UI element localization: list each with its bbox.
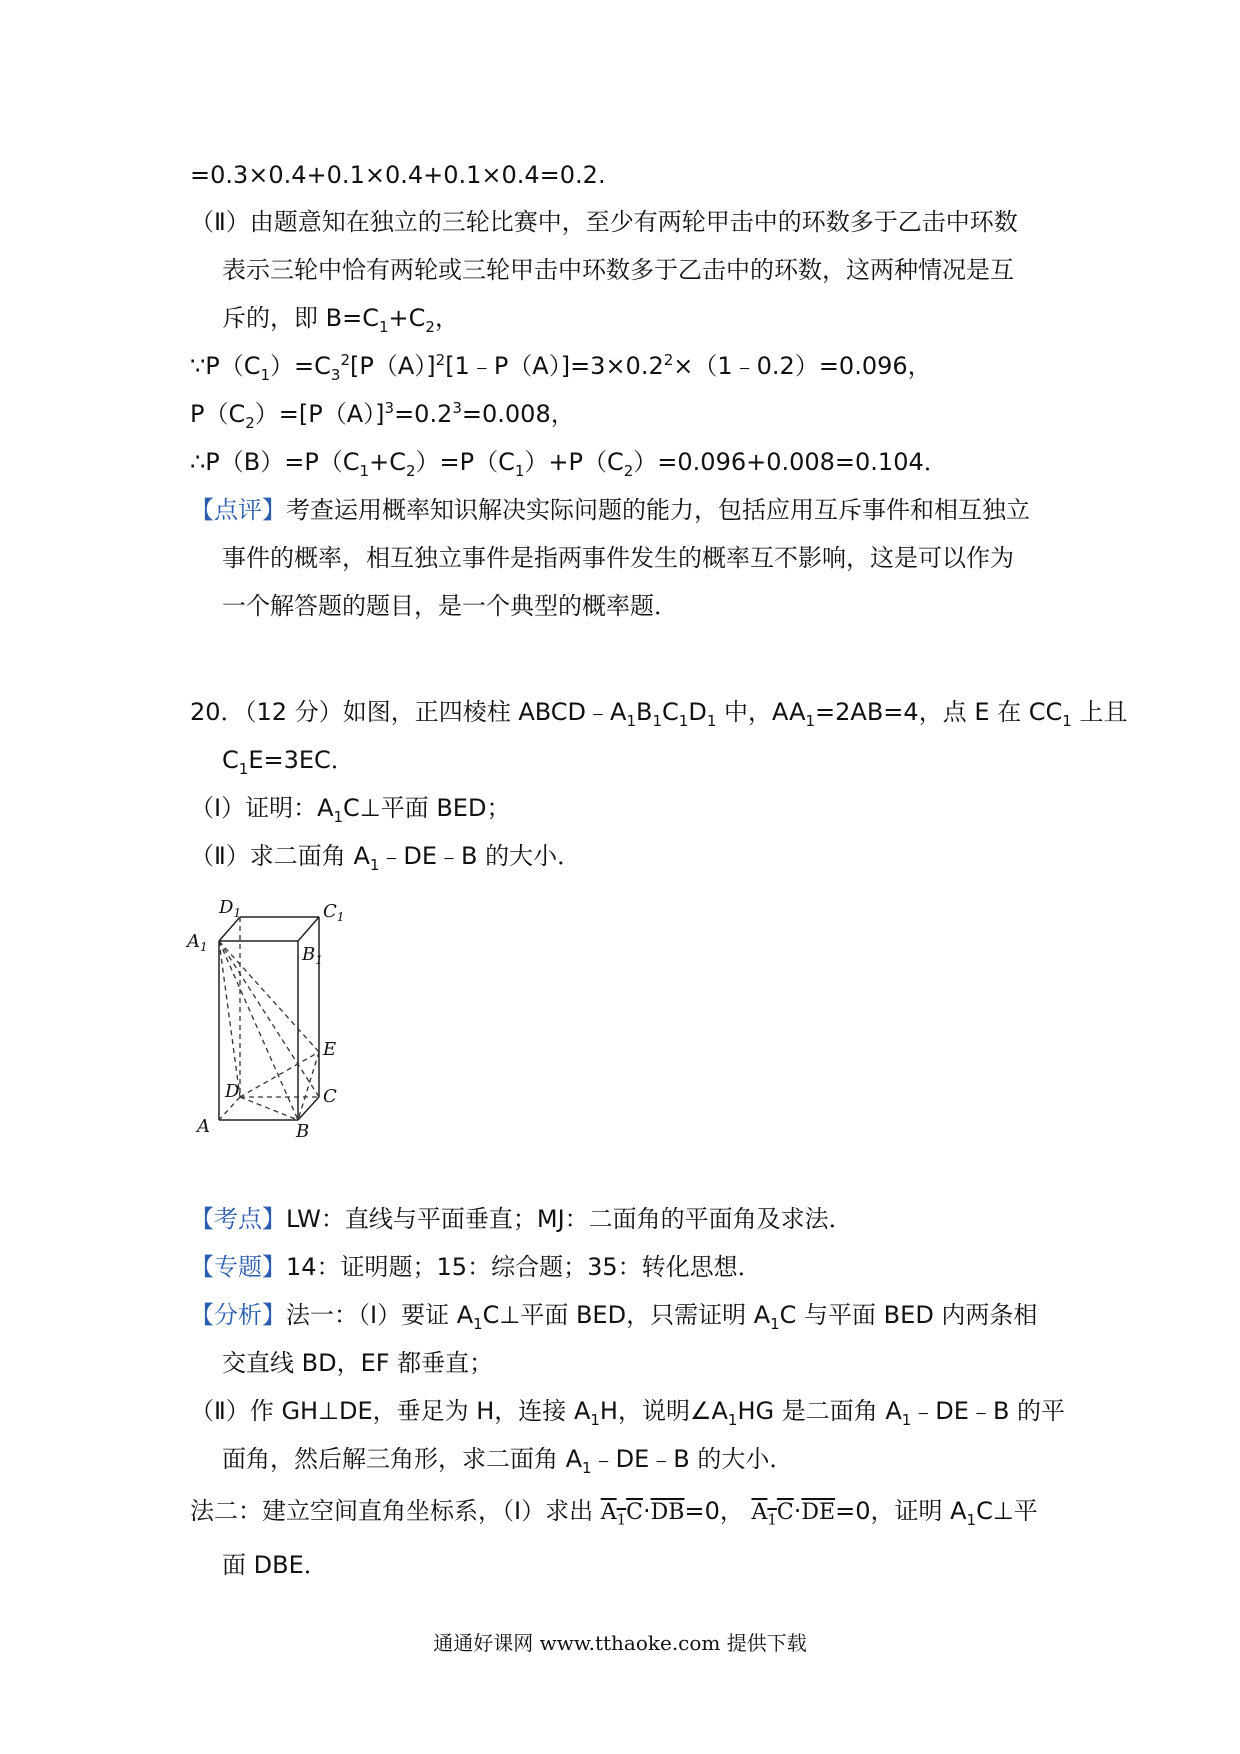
fenxi-tag: 【分析】 <box>190 1301 286 1329</box>
zhuanti-line: 【专题】14：证明题；15：综合题；35：转化思想． <box>190 1253 762 1281</box>
prism-figure <box>185 892 375 1152</box>
text-line: 交直线 BD，EF 都垂直； <box>222 1349 494 1377</box>
text-line: 一个解答题的题目，是一个典型的概率题． <box>222 592 678 620</box>
text-line: 斥的，即 $B=C_1+C_2$， <box>222 304 459 336</box>
kaodian-tag: 【考点】 <box>190 1205 286 1233</box>
text-line: （Ⅰ）证明：$A_1C\perp$平面 BED； <box>190 794 511 826</box>
zhuanti-tag: 【专题】 <box>190 1253 286 1281</box>
text-line: $\because P(C_1)=C_3^2[P(A)]^2[1﹣P(A)]=3\times 0.2^2\times(1﹣0.2)=0.096$， <box>190 351 932 384</box>
label-e: E <box>323 1039 337 1060</box>
label-c: C <box>323 1086 337 1107</box>
label-b1: $B_1$ <box>302 944 323 967</box>
footer: 通通好课网 www.tthaoke.com 提供下载 <box>433 1631 807 1655</box>
label-b: B <box>296 1121 310 1142</box>
kaodian-line: 【考点】LW：直线与平面垂直；MJ：二面角的平面角及求法． <box>190 1205 853 1233</box>
comment-tag: 【点评】 <box>190 496 286 524</box>
text-line: 面角，然后解三角形，求二面角 $A_1﹣DE﹣B$ 的大小． <box>222 1445 794 1477</box>
text-line: =0.3×0.4+0.1×0.4+0.1×0.4=0.2. <box>190 161 606 189</box>
text-line: 面 DBE． <box>222 1551 328 1579</box>
vector-db: $\overline{DB}$ <box>650 1500 685 1525</box>
label-d1: $D_1$ <box>219 897 242 920</box>
prism-diagram <box>185 892 375 1152</box>
comment-line: 【点评】考查运用概率知识解决实际问题的能力，包括应用互斥事件和相互独立 <box>190 496 1030 524</box>
text-line: $C_1E=3EC$． <box>222 746 355 778</box>
vector-a1c-2: $A_1C$ <box>751 1500 794 1529</box>
label-c1: $C_1$ <box>323 901 345 924</box>
label-a1: $A_1$ <box>187 931 208 954</box>
text-line: （Ⅱ）作 GH⊥DE，垂足为 H，连接 $A_1H$，说明$\angle A_1HG$ 是二面角 $A_1﹣DE﹣B$ 的平 <box>190 1397 1066 1429</box>
fenxi-line: 【分析】法一：（Ⅰ）要证 $A_1C\perp$平面 BED，只需证明 $A_1C$ 与平面 BED 内两条相 <box>190 1301 1038 1333</box>
text-line: $\therefore P(B)=P(C_1+C_2)=P(C_1)+P(C_2)=0.096+0.008=0.104$． <box>190 448 948 480</box>
text-line: 事件的概率，相互独立事件是指两事件发生的概率互不影响，这是可以作为 <box>222 544 1014 572</box>
vector-de: $\overline{DE}$ <box>801 1500 836 1525</box>
problem-title: 20．（12 分）如图，正四棱柱 $ABCD﹣A_1B_1C_1D_1$ 中，$AA_1=2AB=4$，点 E 在 $CC_1$ 上且 <box>190 698 1128 730</box>
vector-a1c: $A_1C$ <box>600 1500 643 1529</box>
text-line: （Ⅱ）求二面角 $A_1﹣DE﹣B$ 的大小． <box>190 842 582 874</box>
text-line: $P(C_2)=[P(A)]^3=0.2^3=0.008$， <box>190 399 575 432</box>
label-a: A <box>197 1116 210 1137</box>
vector-line: 法二：建立空间直角坐标系，（Ⅰ）求出 $A_1C\cdot\overline{DB}=0$， $A_1C\cdot\overline{DE}=0$，证明 $A_1C\perp$平 <box>190 1497 1038 1529</box>
text-line: 表示三轮中恰有两轮或三轮甲击中环数多于乙击中的环数，这两种情况是互 <box>222 256 1014 284</box>
text-line: （Ⅱ）由题意知在独立的三轮比赛中，至少有两轮甲击中的环数多于乙击中环数 <box>190 208 1018 236</box>
label-d: D <box>225 1081 240 1102</box>
